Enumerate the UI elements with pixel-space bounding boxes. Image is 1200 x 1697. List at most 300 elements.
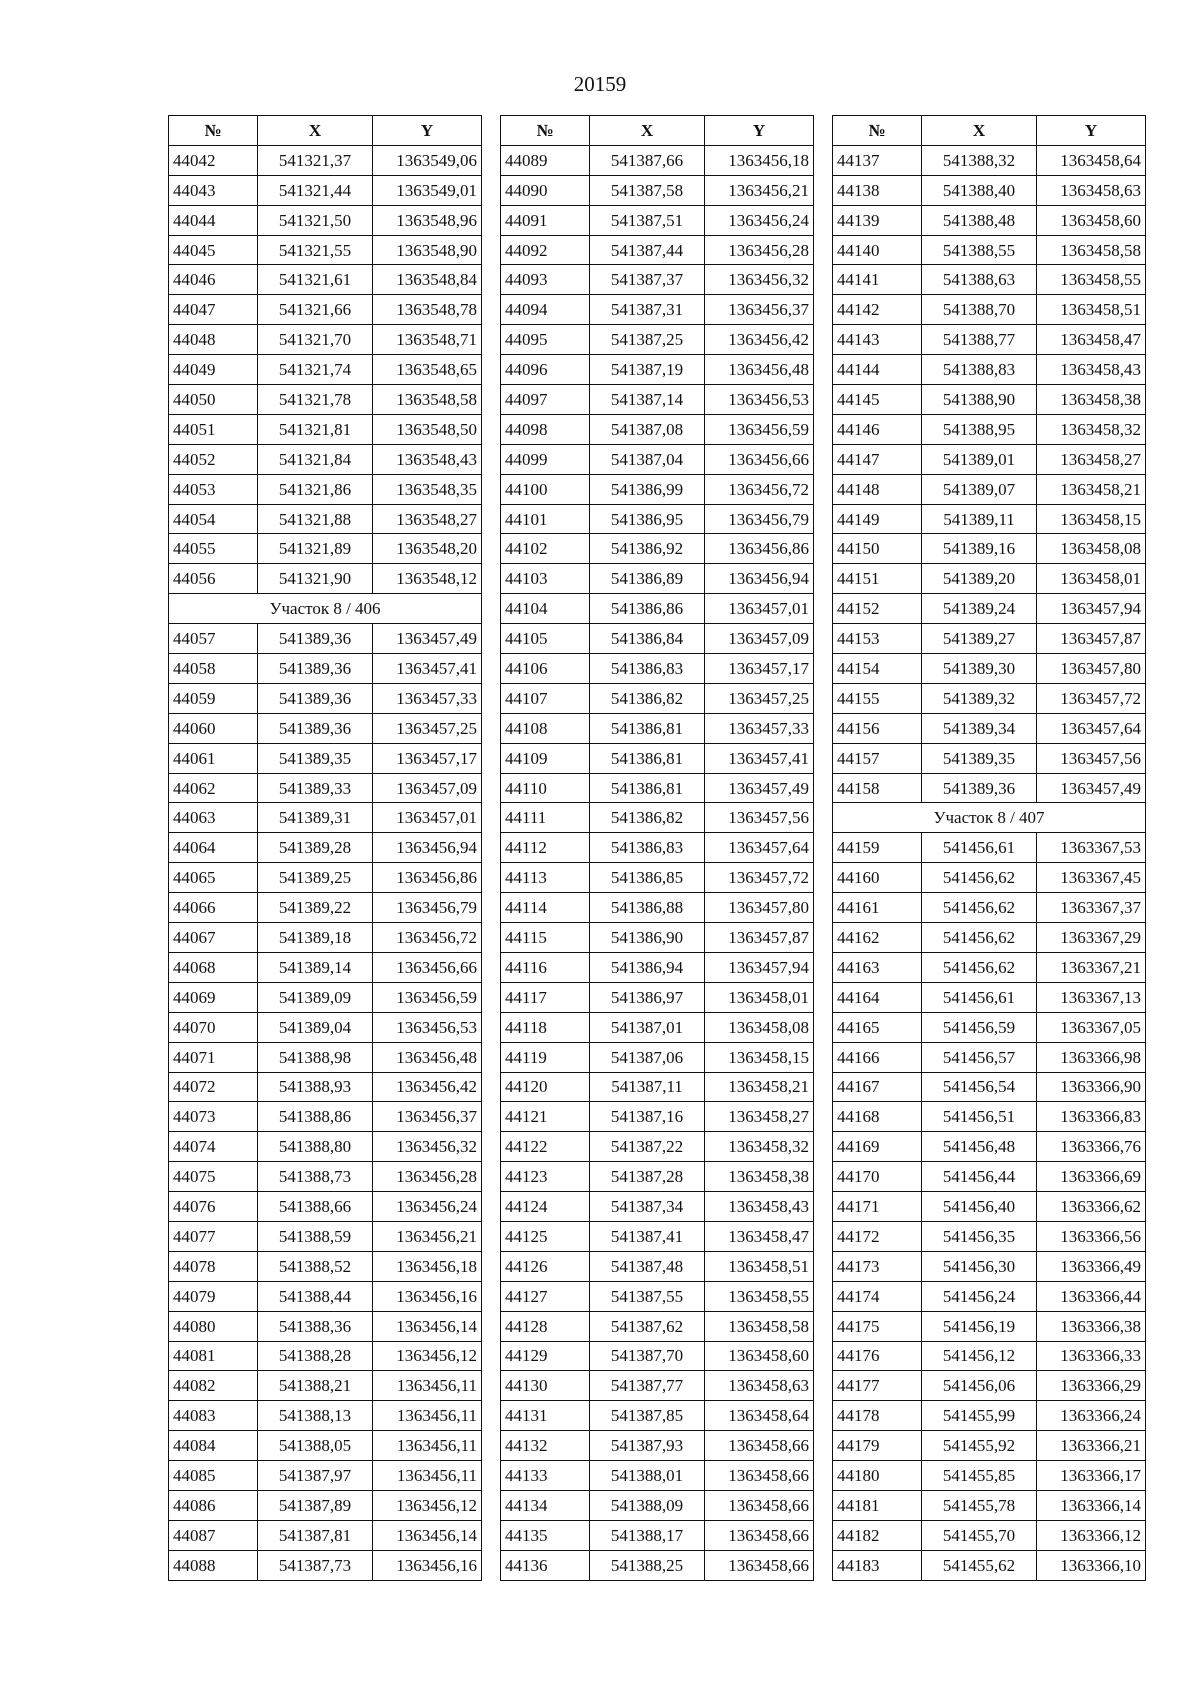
x-coordinate: 541388,59 <box>258 1221 373 1251</box>
x-coordinate: 541389,04 <box>258 1012 373 1042</box>
x-coordinate: 541455,85 <box>922 1461 1037 1491</box>
x-coordinate: 541388,28 <box>258 1341 373 1371</box>
point-number: 44117 <box>501 982 590 1012</box>
table-row <box>501 385 814 415</box>
point-number: 44124 <box>501 1192 590 1222</box>
x-coordinate: 541389,16 <box>922 534 1037 564</box>
y-coordinate: 1363366,62 <box>1037 1192 1146 1222</box>
point-number: 44082 <box>169 1371 258 1401</box>
x-coordinate: 541456,35 <box>922 1221 1037 1251</box>
x-coordinate: 541388,01 <box>590 1461 705 1491</box>
x-coordinate: 541387,25 <box>590 325 705 355</box>
x-coordinate: 541387,66 <box>590 145 705 175</box>
x-coordinate: 541321,61 <box>258 265 373 295</box>
point-number: 44109 <box>501 743 590 773</box>
y-coordinate: 1363457,41 <box>705 743 814 773</box>
point-number: 44121 <box>501 1102 590 1132</box>
point-number: 44108 <box>501 713 590 743</box>
x-coordinate: 541387,58 <box>590 175 705 205</box>
x-coordinate: 541386,82 <box>590 803 705 833</box>
table-row <box>501 534 814 564</box>
point-number: 44073 <box>169 1102 258 1132</box>
table-row <box>833 1221 1146 1251</box>
table-row <box>169 534 482 564</box>
y-coordinate: 1363458,55 <box>705 1281 814 1311</box>
x-coordinate: 541456,06 <box>922 1371 1037 1401</box>
x-coordinate: 541321,37 <box>258 145 373 175</box>
y-coordinate: 1363456,94 <box>705 564 814 594</box>
table-row <box>501 1311 814 1341</box>
table-header-row <box>833 116 1146 146</box>
table-row <box>169 952 482 982</box>
point-number: 44070 <box>169 1012 258 1042</box>
table-header-row <box>169 116 482 146</box>
table-row <box>169 1311 482 1341</box>
x-coordinate: 541387,37 <box>590 265 705 295</box>
x-coordinate: 541386,83 <box>590 654 705 684</box>
table-row <box>169 773 482 803</box>
point-number: 44165 <box>833 1012 922 1042</box>
y-coordinate: 1363457,80 <box>1037 654 1146 684</box>
point-number: 44049 <box>169 355 258 385</box>
point-number: 44140 <box>833 235 922 265</box>
table-row <box>501 683 814 713</box>
y-coordinate: 1363457,49 <box>1037 773 1146 803</box>
y-coordinate: 1363456,37 <box>373 1102 482 1132</box>
point-number: 44151 <box>833 564 922 594</box>
y-coordinate: 1363456,72 <box>373 923 482 953</box>
y-coordinate: 1363458,43 <box>705 1192 814 1222</box>
point-number: 44154 <box>833 654 922 684</box>
table-row <box>501 444 814 474</box>
point-number: 44159 <box>833 833 922 863</box>
point-number: 44095 <box>501 325 590 355</box>
point-number: 44080 <box>169 1311 258 1341</box>
point-number: 44150 <box>833 534 922 564</box>
table-row <box>501 1042 814 1072</box>
point-number: 44046 <box>169 265 258 295</box>
x-coordinate: 541455,62 <box>922 1550 1037 1580</box>
y-coordinate: 1363457,56 <box>1037 743 1146 773</box>
x-coordinate: 541456,62 <box>922 893 1037 923</box>
y-coordinate: 1363458,58 <box>1037 235 1146 265</box>
y-coordinate: 1363458,60 <box>705 1341 814 1371</box>
table-row <box>169 385 482 415</box>
table-row <box>833 175 1146 205</box>
y-coordinate: 1363458,64 <box>1037 145 1146 175</box>
table-row <box>501 145 814 175</box>
x-coordinate: 541455,99 <box>922 1401 1037 1431</box>
point-number: 44160 <box>833 863 922 893</box>
x-coordinate: 541456,62 <box>922 863 1037 893</box>
point-number: 44129 <box>501 1341 590 1371</box>
table-row <box>833 1012 1146 1042</box>
y-coordinate: 1363548,96 <box>373 205 482 235</box>
y-coordinate: 1363456,79 <box>373 893 482 923</box>
table-row <box>833 773 1146 803</box>
point-number: 44161 <box>833 893 922 923</box>
x-coordinate: 541388,55 <box>922 235 1037 265</box>
table-row <box>833 1520 1146 1550</box>
table-row <box>169 474 482 504</box>
table-row <box>501 1072 814 1102</box>
y-coordinate: 1363457,80 <box>705 893 814 923</box>
y-coordinate: 1363456,59 <box>373 982 482 1012</box>
table-row <box>501 1162 814 1192</box>
y-coordinate: 1363457,33 <box>373 683 482 713</box>
table-row <box>501 1401 814 1431</box>
y-coordinate: 1363366,56 <box>1037 1221 1146 1251</box>
page-number: 20159 <box>573 72 627 96</box>
y-coordinate: 1363456,24 <box>705 205 814 235</box>
x-coordinate: 541388,40 <box>922 175 1037 205</box>
table-row <box>169 1042 482 1072</box>
table-row <box>501 713 814 743</box>
table-row <box>169 833 482 863</box>
table-row <box>169 564 482 594</box>
y-coordinate: 1363458,32 <box>1037 414 1146 444</box>
table-row <box>833 683 1146 713</box>
table-row <box>169 863 482 893</box>
x-coordinate: 541389,11 <box>922 504 1037 534</box>
table-row <box>169 504 482 534</box>
table-row <box>833 295 1146 325</box>
table-row <box>833 235 1146 265</box>
point-number: 44053 <box>169 474 258 504</box>
y-coordinate: 1363457,72 <box>705 863 814 893</box>
point-number: 44120 <box>501 1072 590 1102</box>
y-coordinate: 1363458,27 <box>1037 444 1146 474</box>
y-coordinate: 1363366,33 <box>1037 1341 1146 1371</box>
point-number: 44135 <box>501 1520 590 1550</box>
point-number: 44091 <box>501 205 590 235</box>
x-coordinate: 541389,24 <box>922 594 1037 624</box>
point-number: 44119 <box>501 1042 590 1072</box>
x-coordinate: 541389,20 <box>922 564 1037 594</box>
y-coordinate: 1363456,32 <box>705 265 814 295</box>
point-number: 44156 <box>833 713 922 743</box>
point-number: 44092 <box>501 235 590 265</box>
x-coordinate: 541388,52 <box>258 1251 373 1281</box>
table-row <box>833 743 1146 773</box>
point-number: 44086 <box>169 1490 258 1520</box>
x-coordinate: 541386,81 <box>590 773 705 803</box>
point-number: 44182 <box>833 1520 922 1550</box>
y-coordinate: 1363456,42 <box>373 1072 482 1102</box>
x-coordinate: 541387,44 <box>590 235 705 265</box>
point-number: 44068 <box>169 952 258 982</box>
y-coordinate: 1363548,78 <box>373 295 482 325</box>
y-coordinate: 1363366,12 <box>1037 1520 1146 1550</box>
x-coordinate: 541386,95 <box>590 504 705 534</box>
y-coordinate: 1363458,01 <box>1037 564 1146 594</box>
y-coordinate: 1363457,09 <box>705 624 814 654</box>
x-coordinate: 541389,30 <box>922 654 1037 684</box>
x-coordinate: 541388,05 <box>258 1431 373 1461</box>
x-coordinate: 541321,81 <box>258 414 373 444</box>
y-coordinate: 1363458,08 <box>1037 534 1146 564</box>
x-coordinate: 541387,81 <box>258 1520 373 1550</box>
y-coordinate: 1363458,66 <box>705 1431 814 1461</box>
point-number: 44105 <box>501 624 590 654</box>
point-number: 44130 <box>501 1371 590 1401</box>
table-row <box>501 205 814 235</box>
x-coordinate: 541456,57 <box>922 1042 1037 1072</box>
x-coordinate: 541321,88 <box>258 504 373 534</box>
y-coordinate: 1363548,50 <box>373 414 482 444</box>
point-number: 44115 <box>501 923 590 953</box>
y-coordinate: 1363366,17 <box>1037 1461 1146 1491</box>
point-number: 44176 <box>833 1341 922 1371</box>
point-number: 44128 <box>501 1311 590 1341</box>
y-coordinate: 1363458,15 <box>705 1042 814 1072</box>
y-coordinate: 1363366,44 <box>1037 1281 1146 1311</box>
y-coordinate: 1363456,11 <box>373 1401 482 1431</box>
header-num: № <box>169 116 258 146</box>
y-coordinate: 1363548,71 <box>373 325 482 355</box>
point-number: 44171 <box>833 1192 922 1222</box>
y-coordinate: 1363456,12 <box>373 1341 482 1371</box>
point-number: 44131 <box>501 1401 590 1431</box>
x-coordinate: 541386,81 <box>590 713 705 743</box>
y-coordinate: 1363458,38 <box>705 1162 814 1192</box>
y-coordinate: 1363457,56 <box>705 803 814 833</box>
y-coordinate: 1363548,27 <box>373 504 482 534</box>
table-row <box>169 295 482 325</box>
table-row <box>169 1401 482 1431</box>
x-coordinate: 541389,35 <box>258 743 373 773</box>
x-coordinate: 541386,92 <box>590 534 705 564</box>
x-coordinate: 541389,32 <box>922 683 1037 713</box>
table-row <box>833 414 1146 444</box>
x-coordinate: 541388,32 <box>922 145 1037 175</box>
table-row <box>169 1461 482 1491</box>
point-number: 44114 <box>501 893 590 923</box>
header-x: X <box>922 116 1037 146</box>
x-coordinate: 541388,48 <box>922 205 1037 235</box>
table-row <box>501 1132 814 1162</box>
x-coordinate: 541386,81 <box>590 743 705 773</box>
y-coordinate: 1363457,72 <box>1037 683 1146 713</box>
y-coordinate: 1363458,66 <box>705 1520 814 1550</box>
point-number: 44177 <box>833 1371 922 1401</box>
table-row <box>169 683 482 713</box>
x-coordinate: 541321,44 <box>258 175 373 205</box>
y-coordinate: 1363458,43 <box>1037 355 1146 385</box>
y-coordinate: 1363458,55 <box>1037 265 1146 295</box>
section-label: Участок 8 / 407 <box>833 803 1146 833</box>
x-coordinate: 541456,59 <box>922 1012 1037 1042</box>
table-row <box>501 414 814 444</box>
point-number: 44180 <box>833 1461 922 1491</box>
table-row <box>169 355 482 385</box>
x-coordinate: 541386,84 <box>590 624 705 654</box>
point-number: 44096 <box>501 355 590 385</box>
table-row <box>833 594 1146 624</box>
table-row <box>501 235 814 265</box>
point-number: 44167 <box>833 1072 922 1102</box>
table-row <box>501 1221 814 1251</box>
x-coordinate: 541321,84 <box>258 444 373 474</box>
y-coordinate: 1363456,12 <box>373 1490 482 1520</box>
table-row <box>501 1550 814 1580</box>
header-y: Y <box>705 116 814 146</box>
point-number: 44146 <box>833 414 922 444</box>
table-row <box>169 1132 482 1162</box>
table-row <box>833 265 1146 295</box>
table-row <box>169 1550 482 1580</box>
table-row <box>169 1012 482 1042</box>
table-row <box>501 295 814 325</box>
x-coordinate: 541456,61 <box>922 833 1037 863</box>
table-row <box>833 534 1146 564</box>
point-number: 44063 <box>169 803 258 833</box>
point-number: 44145 <box>833 385 922 415</box>
y-coordinate: 1363458,21 <box>705 1072 814 1102</box>
table-row <box>501 1281 814 1311</box>
table-row <box>169 1072 482 1102</box>
x-coordinate: 541387,41 <box>590 1221 705 1251</box>
x-coordinate: 541388,83 <box>922 355 1037 385</box>
y-coordinate: 1363457,01 <box>705 594 814 624</box>
x-coordinate: 541388,90 <box>922 385 1037 415</box>
point-number: 44139 <box>833 205 922 235</box>
point-number: 44110 <box>501 773 590 803</box>
point-number: 44059 <box>169 683 258 713</box>
table-row <box>169 175 482 205</box>
y-coordinate: 1363366,76 <box>1037 1132 1146 1162</box>
point-number: 44178 <box>833 1401 922 1431</box>
point-number: 44088 <box>169 1550 258 1580</box>
point-number: 44122 <box>501 1132 590 1162</box>
table-row <box>169 803 482 833</box>
point-number: 44106 <box>501 654 590 684</box>
point-number: 44149 <box>833 504 922 534</box>
x-coordinate: 541388,95 <box>922 414 1037 444</box>
point-number: 44111 <box>501 803 590 833</box>
table-row <box>833 385 1146 415</box>
table-row <box>833 474 1146 504</box>
x-coordinate: 541386,89 <box>590 564 705 594</box>
table-row <box>833 1251 1146 1281</box>
table-row <box>169 265 482 295</box>
x-coordinate: 541387,73 <box>258 1550 373 1580</box>
y-coordinate: 1363458,63 <box>705 1371 814 1401</box>
x-coordinate: 541389,36 <box>922 773 1037 803</box>
point-number: 44058 <box>169 654 258 684</box>
point-number: 44141 <box>833 265 922 295</box>
table-row <box>501 1251 814 1281</box>
point-number: 44174 <box>833 1281 922 1311</box>
y-coordinate: 1363458,66 <box>705 1550 814 1580</box>
table-row <box>501 1520 814 1550</box>
x-coordinate: 541389,28 <box>258 833 373 863</box>
y-coordinate: 1363548,58 <box>373 385 482 415</box>
x-coordinate: 541456,62 <box>922 952 1037 982</box>
y-coordinate: 1363458,64 <box>705 1401 814 1431</box>
point-number: 44183 <box>833 1550 922 1580</box>
point-number: 44157 <box>833 743 922 773</box>
y-coordinate: 1363456,53 <box>373 1012 482 1042</box>
table-row <box>501 325 814 355</box>
point-number: 44101 <box>501 504 590 534</box>
point-number: 44060 <box>169 713 258 743</box>
point-number: 44076 <box>169 1192 258 1222</box>
table-row <box>833 1281 1146 1311</box>
x-coordinate: 541387,31 <box>590 295 705 325</box>
point-number: 44074 <box>169 1132 258 1162</box>
table-row <box>833 1461 1146 1491</box>
table-row <box>501 355 814 385</box>
x-coordinate: 541387,34 <box>590 1192 705 1222</box>
point-number: 44144 <box>833 355 922 385</box>
table-row <box>169 325 482 355</box>
table-row <box>833 654 1146 684</box>
point-number: 44097 <box>501 385 590 415</box>
table-row <box>833 1550 1146 1580</box>
table-row <box>169 982 482 1012</box>
point-number: 44172 <box>833 1221 922 1251</box>
table-row <box>833 1431 1146 1461</box>
header-y: Y <box>1037 116 1146 146</box>
point-number: 44045 <box>169 235 258 265</box>
y-coordinate: 1363458,47 <box>1037 325 1146 355</box>
x-coordinate: 541321,55 <box>258 235 373 265</box>
table-row <box>501 743 814 773</box>
y-coordinate: 1363458,21 <box>1037 474 1146 504</box>
y-coordinate: 1363457,25 <box>373 713 482 743</box>
y-coordinate: 1363457,49 <box>705 773 814 803</box>
y-coordinate: 1363456,37 <box>705 295 814 325</box>
y-coordinate: 1363458,15 <box>1037 504 1146 534</box>
y-coordinate: 1363456,21 <box>705 175 814 205</box>
point-number: 44181 <box>833 1490 922 1520</box>
x-coordinate: 541387,77 <box>590 1371 705 1401</box>
coordinate-table-2 <box>500 115 814 1581</box>
x-coordinate: 541389,07 <box>922 474 1037 504</box>
x-coordinate: 541387,19 <box>590 355 705 385</box>
y-coordinate: 1363457,87 <box>705 923 814 953</box>
point-number: 44098 <box>501 414 590 444</box>
y-coordinate: 1363456,18 <box>373 1251 482 1281</box>
point-number: 44148 <box>833 474 922 504</box>
point-number: 44055 <box>169 534 258 564</box>
y-coordinate: 1363456,11 <box>373 1461 482 1491</box>
point-number: 44087 <box>169 1520 258 1550</box>
table-row <box>833 923 1146 953</box>
point-number: 44057 <box>169 624 258 654</box>
point-number: 44051 <box>169 414 258 444</box>
point-number: 44077 <box>169 1221 258 1251</box>
x-coordinate: 541387,08 <box>590 414 705 444</box>
y-coordinate: 1363458,01 <box>705 982 814 1012</box>
y-coordinate: 1363457,01 <box>373 803 482 833</box>
y-coordinate: 1363366,98 <box>1037 1042 1146 1072</box>
table-row <box>833 1042 1146 1072</box>
y-coordinate: 1363456,14 <box>373 1311 482 1341</box>
y-coordinate: 1363458,32 <box>705 1132 814 1162</box>
point-number: 44103 <box>501 564 590 594</box>
table-row <box>501 1371 814 1401</box>
y-coordinate: 1363367,13 <box>1037 982 1146 1012</box>
y-coordinate: 1363366,69 <box>1037 1162 1146 1192</box>
table-row <box>501 564 814 594</box>
table-row <box>501 504 814 534</box>
y-coordinate: 1363458,47 <box>705 1221 814 1251</box>
x-coordinate: 541387,16 <box>590 1102 705 1132</box>
table-row <box>169 1281 482 1311</box>
x-coordinate: 541321,74 <box>258 355 373 385</box>
